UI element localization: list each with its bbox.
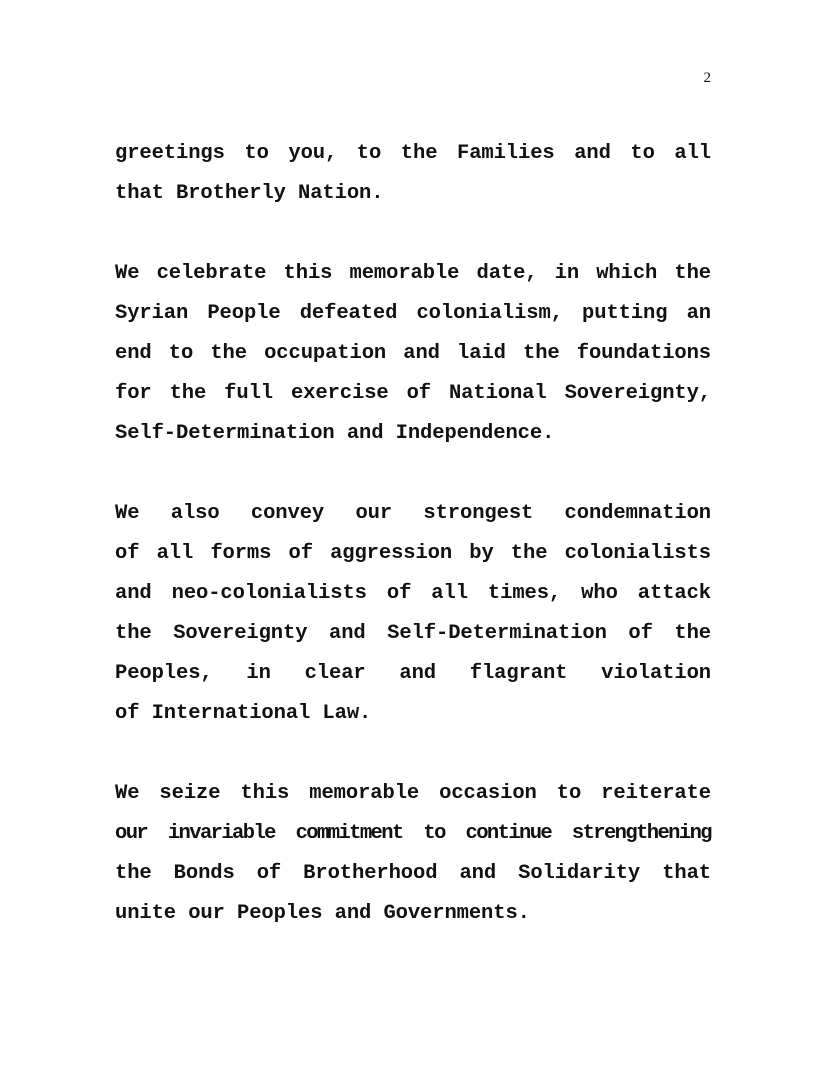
paragraph-spacer [115,454,711,494]
text-line: end to the occupation and laid the foundations [115,342,711,365]
text-line: Syrian People defeated colonialism, putting an [115,302,711,325]
text-line: unite our Peoples and Governments. [115,902,530,925]
paragraph-celebration [115,254,711,454]
page-number: 2 [703,70,711,86]
text-line: Self-Determination and Independence. [115,422,555,445]
letter-body [115,134,711,934]
text-line: We seize this memorable occasion to reiterate [115,782,711,805]
paragraph-greetings [115,134,711,214]
paragraph-spacer [115,214,711,254]
text-line: the Bonds of Brotherhood and Solidarity that [115,862,711,885]
text-line: our invariable commitment to continue strengthening [115,822,711,845]
text-line: of all forms of aggression by the colonialists [115,542,711,565]
paragraph-commitment [115,774,711,934]
text-line: We celebrate this memorable date, in which the [115,262,711,285]
text-line: and neo-colonialists of all times, who attack [115,582,711,605]
text-line: for the full exercise of National Sovereignty, [115,382,711,405]
paragraph-spacer [115,734,711,774]
text-line: Peoples, in clear and flagrant violation [115,662,711,685]
text-line: greetings to you, to the Families and to all [115,142,711,165]
text-line: We also convey our strongest condemnation [115,502,711,525]
text-line: of International Law. [115,702,372,725]
paragraph-condemnation [115,494,711,734]
text-line: the Sovereignty and Self-Determination of the [115,622,711,645]
text-line: that Brotherly Nation. [115,182,384,205]
